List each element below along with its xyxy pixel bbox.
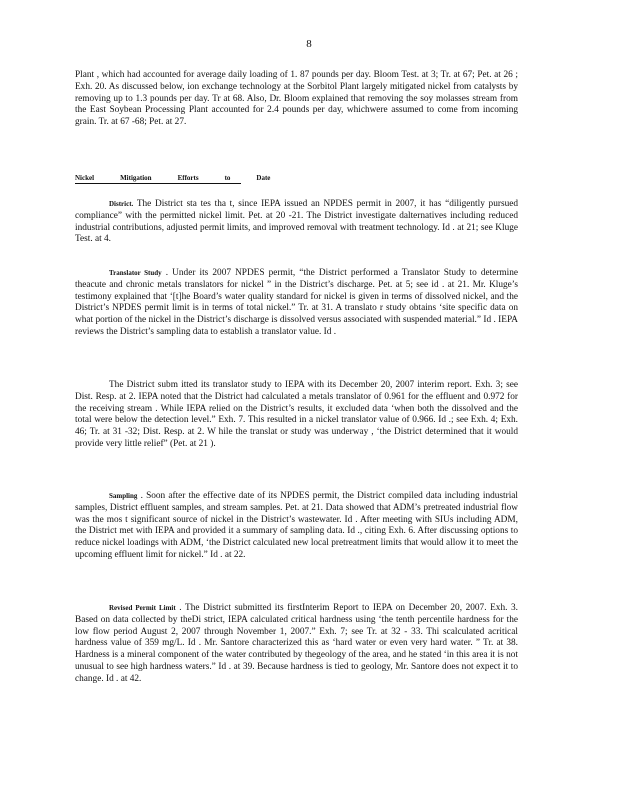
paragraph-text: The District subm itted its translator study to IEPA with its December 20, 2007 interim report. Exh. 3; see Dist. Resp. at 2. IEPA noted that the District had calculated a metals translator of 0.961 for the effluent and 0.972 for the receiving stream . While IEPA relied on the District’s results, it excluded data ‘when both the dissolved and the total were below the detection level.” Exh. 7. This resulted in a nickel translator value of 0.966. Id .; see Exh. 4; Exh. 46; Tr. at 31 -32; Dist. Resp. at 2. W hile the translat or study was underway , ‘the District determined that it would provide very little relief” (Pet. at 21 ). [75,380,518,449]
paragraph-text: . The District submitted its firstInterim Report to IEPA on December 20, 2007. Exh. 3. Based on data collected by theDi strict, IEPA calculated critical hardness using ‘the tenth percentile hardness for the low flow period August 2, 2007 through November 1, 2007.” Exh. 7; see Tr. at 32 - 33. Thi scalculated acritical hardness value of 359 mg/L. Id . Mr. Santore characterized this as ‘hard water or even very hard water. ” Tr. at 38. Hardness is a mineral component of the water contributed by thegeology of the area, and he stated ‘in this area it is not unusual to see high hardness waters.” Id . at 39. Because hardness is tied to geology, Mr. Santore does not expect it to change. Id . at 42. [75,603,518,684]
paragraph-text: The District sta tes tha t, since IEPA issued an NPDES permit in 2007, it has “diligently pursued compliance” with the permitted nickel limit. Pet. at 20 -21. The District investigate dalternatives including reduced industrial contributions, adjusted permit limits, and improved removal with treatment technology. Id . at 21; see Kluge Test. at 4. [75,199,518,245]
page-number: 8 [306,38,312,50]
revised-permit-paragraph [75,603,518,686]
paragraph-heading: District. [109,200,134,208]
district-paragraph [75,199,518,246]
paragraph-text: . Soon after the effective date of its NPDES permit, the District compiled data including industrial samples, District effluent samples, and stream samples. Pet. at 21. Data showed that ADM’s pretreated industrial flow was the mos t significant source of nickel in the District’s wastewater. Id . After meeting with SIUs including ADM, the District met with IEPA and provided it a summary of sampling data. Id ., citing Exh. 6. After discussing options to reduce nickel loadings with ADM, ‘the District calculated new local pretreatment limits that would allow it to meet the upcoming effluent limit for nickel.” Id . at 22. [75,491,518,560]
heading-word: Efforts [177,174,199,182]
heading-word: Mitigation [120,174,152,182]
paragraph-heading: Sampling [109,492,138,500]
translator-paragraph [75,268,518,339]
paragraph-heading: Revised Permit Limit [109,604,176,612]
intro-text: Plant , which had accounted for average daily loading of 1. 87 pounds per day. Bloom Test. at 3; Tr. at 67; Pet. at 26 ; Exh. 20. As discussed below, ion exchange technology at the Sorbitol Plant largely mitigated nickel from catalysts by removing up to 1.3 pounds per day. Tr at 68. Also, Dr. Bloom explained that removing the soy molasses stream from the East Soybean Processing Plant accounted for 2.4 pounds per day, whichwere assumed to come from incoming grain. Tr. at 67 -68; Pet. at 27. [75,70,518,128]
paragraph-text: . Under its 2007 NPDES permit, “the District performed a Translator Study to determine theacute and chronic metals translators for nickel ” in the District’s discharge. Pet. at 5; see id . at 21. Mr. Kluge’s testimony explained that ‘[t]he Board’s water quality standard for nickel is given in terms of dissolved nickel, and the District’s NPDES permit limit is in terms of total nickel.” Tr. at 31. A translato r study obtains ‘site specific data on what portion of the nickel in the District’s discharge is dissolved versus associated with suspended material.” Id . IEPA reviews the District’s sampling data to establish a translator value. Id . [75,268,519,337]
section-heading [75,174,271,184]
intro-paragraph [75,70,518,129]
heading-word: Nickel [75,174,95,182]
paragraph-heading: Translator Study [109,269,162,277]
heading-word: to [224,174,231,182]
translator-submission-paragraph [75,380,518,451]
heading-word: Date [256,174,271,182]
sampling-paragraph [75,491,518,562]
